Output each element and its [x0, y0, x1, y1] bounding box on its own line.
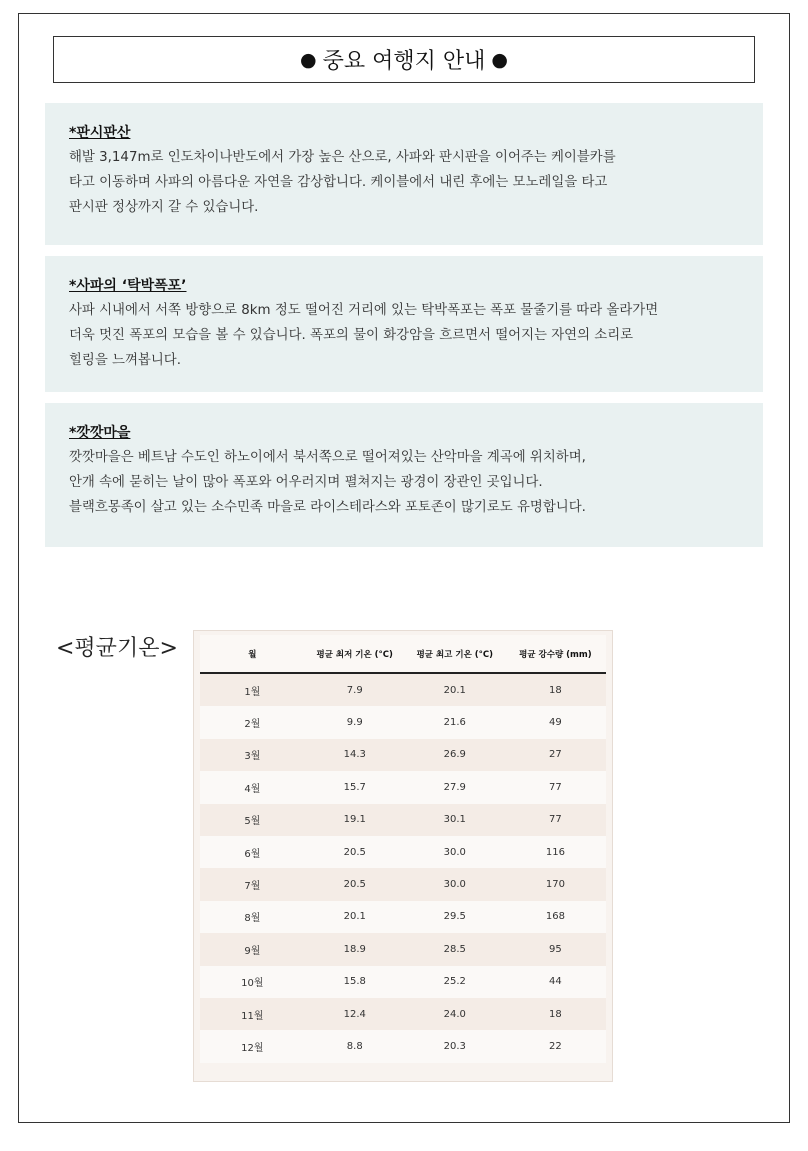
table-body — [200, 673, 606, 1063]
cell-month: 6월 — [200, 836, 305, 868]
table-row — [200, 1030, 606, 1062]
page-title — [53, 36, 755, 83]
cell-precipitation: 44 — [505, 966, 606, 998]
info-section-waterfall — [45, 256, 763, 392]
cell-precipitation: 168 — [505, 901, 606, 933]
cell-precipitation: 18 — [505, 998, 606, 1030]
cell-precipitation: 77 — [505, 804, 606, 836]
cell-min-temp: 15.8 — [305, 966, 405, 998]
cell-max-temp: 26.9 — [405, 739, 505, 771]
cell-month: 8월 — [200, 901, 305, 933]
cell-min-temp: 7.9 — [305, 673, 405, 706]
cell-max-temp: 30.1 — [405, 804, 505, 836]
table-header-row — [200, 635, 606, 673]
cell-min-temp: 18.9 — [305, 933, 405, 965]
cell-max-temp: 21.6 — [405, 706, 505, 738]
table-row — [200, 966, 606, 998]
cell-max-temp: 30.0 — [405, 836, 505, 868]
cell-month: 5월 — [200, 804, 305, 836]
info-section-fansipan — [45, 103, 763, 245]
cell-month: 3월 — [200, 739, 305, 771]
cell-max-temp: 30.0 — [405, 868, 505, 900]
cell-min-temp: 20.5 — [305, 868, 405, 900]
bullet-left-icon: ● — [300, 48, 317, 71]
section-line: 해발 3,147m로 인도차이나반도에서 가장 높은 산으로, 사파와 판시판을 이어주는 케이블카를 — [69, 150, 616, 165]
cell-min-temp: 15.7 — [305, 771, 405, 803]
cell-month: 9월 — [200, 933, 305, 965]
cell-max-temp: 28.5 — [405, 933, 505, 965]
cell-precipitation: 27 — [505, 739, 606, 771]
table-row — [200, 901, 606, 933]
table-row — [200, 804, 606, 836]
cell-max-temp: 20.1 — [405, 673, 505, 706]
table-row — [200, 771, 606, 803]
section-line: 힐링을 느껴봅니다. — [69, 353, 181, 368]
header-max-temp: 평균 최고 기온 (°C) — [405, 635, 505, 673]
table-row — [200, 739, 606, 771]
cell-max-temp: 27.9 — [405, 771, 505, 803]
section-line: 더욱 멋진 폭포의 모습을 볼 수 있습니다. 폭포의 물이 화강암을 흐르면서 떨어지는 자연의 소리로 — [69, 328, 634, 343]
info-section-catcat-village — [45, 403, 763, 547]
section-line: 타고 이동하며 사파의 아름다운 자연을 감상합니다. 케이블에서 내린 후에는 모노레일을 타고 — [69, 175, 608, 190]
header-month: 월 — [200, 635, 305, 673]
cell-max-temp: 20.3 — [405, 1030, 505, 1062]
cell-month: 7월 — [200, 868, 305, 900]
cell-min-temp: 20.1 — [305, 901, 405, 933]
cell-min-temp: 9.9 — [305, 706, 405, 738]
cell-month: 11월 — [200, 998, 305, 1030]
cell-month: 12월 — [200, 1030, 305, 1062]
section-line: 블랙흐몽족이 살고 있는 소수민족 마을로 라이스테라스와 포토존이 많기로도 유명합니다. — [69, 500, 586, 515]
cell-precipitation: 77 — [505, 771, 606, 803]
cell-month: 2월 — [200, 706, 305, 738]
temperature-table — [200, 635, 606, 1063]
cell-min-temp: 20.5 — [305, 836, 405, 868]
cell-month: 4월 — [200, 771, 305, 803]
temperature-table-container — [193, 630, 613, 1082]
section-heading: *사파의 ‘탁박폭포’ — [69, 278, 187, 294]
section-line: 사파 시내에서 서쪽 방향으로 8km 정도 떨어진 거리에 있는 탁박폭포는 폭포 물줄기를 따라 올라가면 — [69, 303, 659, 318]
header-precipitation: 평균 강수량 (mm) — [505, 635, 606, 673]
section-line: 안개 속에 묻히는 날이 많아 폭포와 어우러지며 펼쳐지는 광경이 장관인 곳입니다. — [69, 475, 543, 490]
cell-min-temp: 19.1 — [305, 804, 405, 836]
page-title-text: 중요 여행지 안내 — [322, 49, 486, 74]
cell-precipitation: 170 — [505, 868, 606, 900]
table-row — [200, 706, 606, 738]
cell-min-temp: 12.4 — [305, 998, 405, 1030]
header-min-temp: 평균 최저 기온 (°C) — [305, 635, 405, 673]
table-row — [200, 836, 606, 868]
bullet-right-icon: ● — [491, 48, 508, 71]
section-heading: *깟깟마을 — [69, 425, 131, 441]
average-temperature-label: <평균기온> — [56, 636, 178, 661]
cell-precipitation: 18 — [505, 673, 606, 706]
section-line: 판시판 정상까지 갈 수 있습니다. — [69, 200, 259, 215]
section-heading: *판시판산 — [69, 125, 131, 141]
table-row — [200, 933, 606, 965]
cell-min-temp: 8.8 — [305, 1030, 405, 1062]
cell-precipitation: 95 — [505, 933, 606, 965]
table-row — [200, 998, 606, 1030]
cell-month: 1월 — [200, 673, 305, 706]
cell-precipitation: 116 — [505, 836, 606, 868]
cell-max-temp: 24.0 — [405, 998, 505, 1030]
cell-max-temp: 25.2 — [405, 966, 505, 998]
cell-month: 10월 — [200, 966, 305, 998]
table-row — [200, 868, 606, 900]
table-row — [200, 673, 606, 706]
cell-min-temp: 14.3 — [305, 739, 405, 771]
cell-precipitation: 22 — [505, 1030, 606, 1062]
cell-precipitation: 49 — [505, 706, 606, 738]
section-line: 깟깟마을은 베트남 수도인 하노이에서 북서쪽으로 떨어져있는 산악마을 계곡에 위치하며, — [69, 450, 586, 465]
cell-max-temp: 29.5 — [405, 901, 505, 933]
